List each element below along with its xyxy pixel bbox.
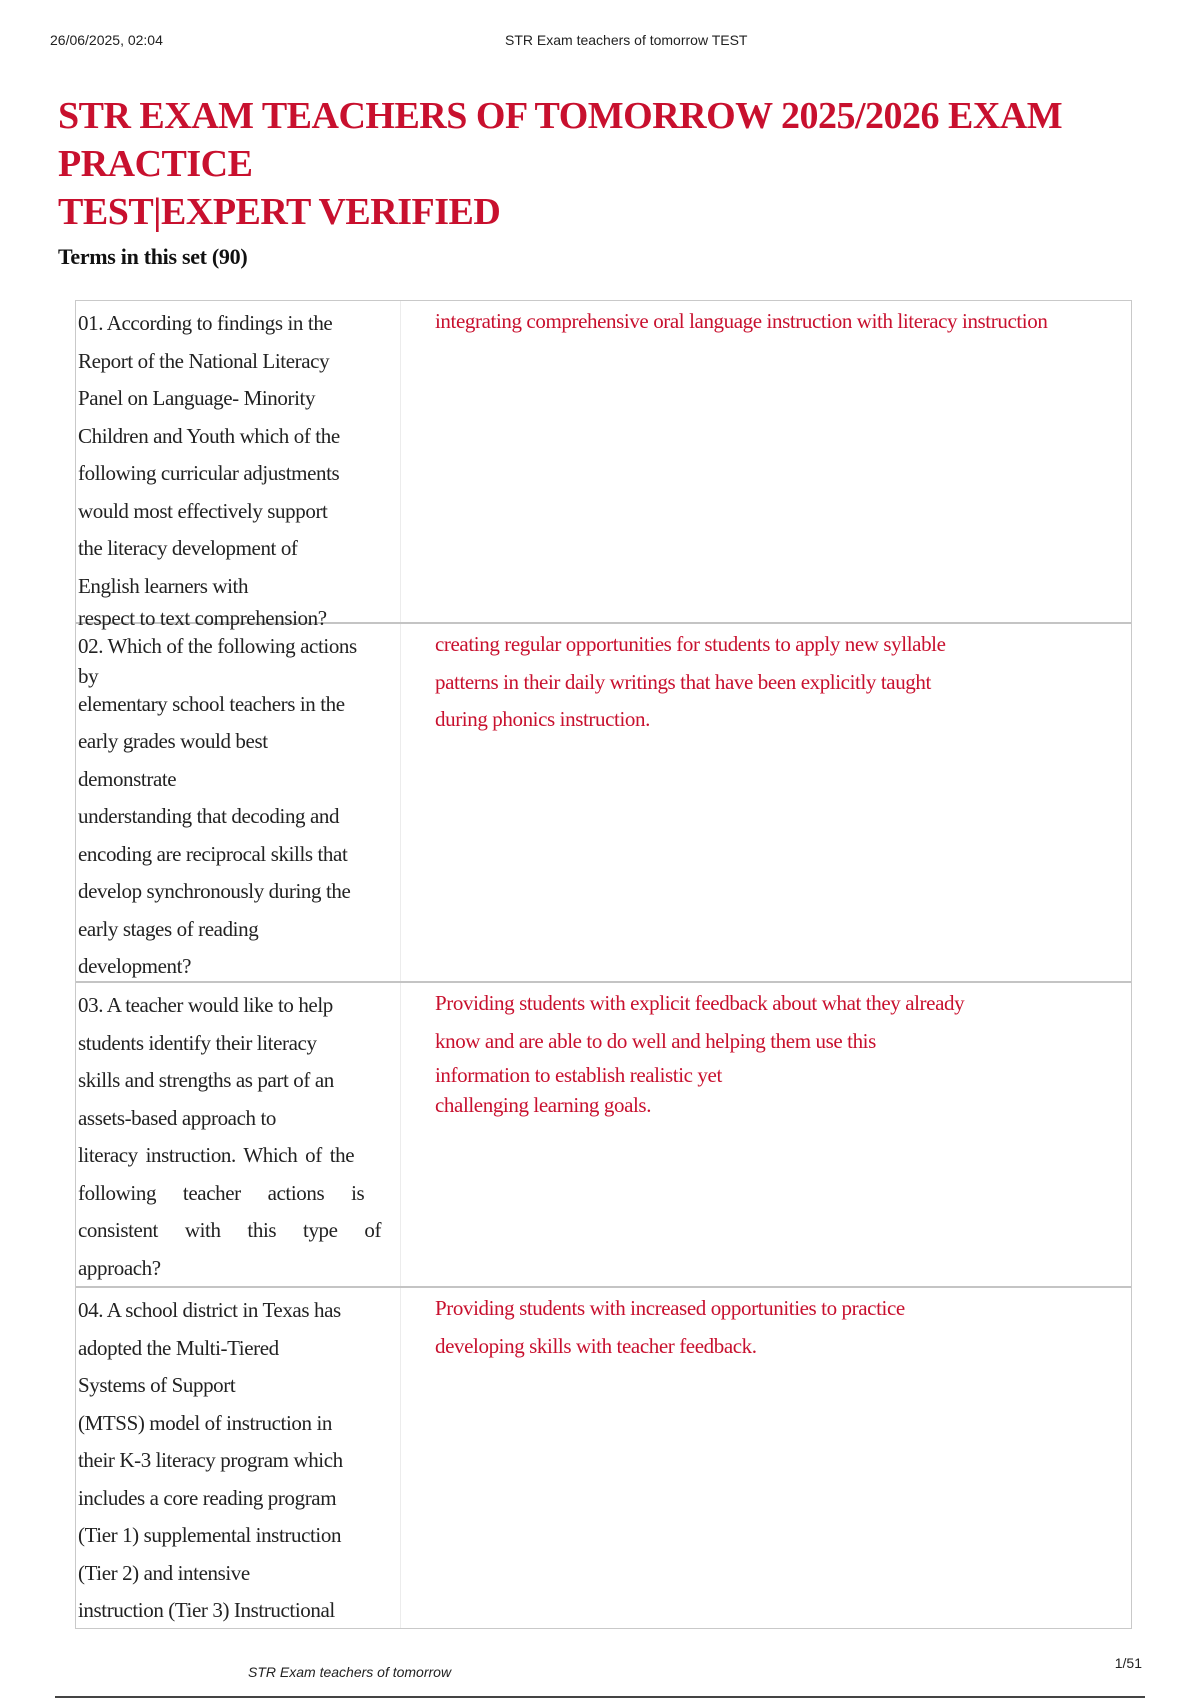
question-line: respect to text comprehension? [78,606,327,630]
answer-cell [401,624,1131,981]
answer-line: integrating comprehensive oral language instruction with literacy instruction [435,309,1048,333]
question-line: Report of the National Literacy [78,348,330,373]
answer-line: information to establish realistic yet [435,1063,722,1087]
answer-line: Providing students with increased opportunities to practice [435,1296,905,1320]
answer-line: know and are able to do well and helping them use this [435,1028,876,1053]
page-number: 1/51 [1114,1655,1142,1671]
flashcard-table [75,300,1132,1629]
answer-line: challenging learning goals. [435,1093,652,1117]
question-line: 04. A school district in Texas has [78,1298,341,1322]
question-line: consistent with this type of [78,1218,382,1242]
answer-line: patterns in their daily writings that have been explicitly taught [435,669,931,694]
question-line: their K-3 literacy program which [78,1448,343,1472]
answer-cell [401,301,1131,622]
question-line: assets-based approach to [78,1105,276,1130]
term-row [76,983,1131,1288]
term-row [76,624,1131,983]
question-line: (Tier 2) and intensive [78,1560,250,1585]
answer-cell [401,1288,1131,1628]
question-line: literacy instruction. Which of the [78,1143,355,1167]
question-line: following teacher actions is [78,1180,365,1205]
question-line: (MTSS) model of instruction in [78,1410,332,1435]
question-line: 01. According to findings in the [78,311,333,335]
question-line: encoding are reciprocal skills that [78,841,348,866]
question-line: includes a core reading program [78,1485,337,1510]
document-title [58,92,1138,236]
question-line: early stages of reading [78,916,259,941]
question-line: approach? [78,1255,161,1280]
question-line: skills and strengths as part of an [78,1068,334,1092]
footer-source-title: STR Exam teachers of tomorrow [248,1664,452,1680]
question-line: understanding that decoding and [78,804,340,828]
term-row [76,301,1131,630]
question-line: the literacy development of [78,536,298,560]
question-line: early grades would best [78,729,268,753]
question-line: adopted the Multi-Tiered [78,1335,279,1360]
question-cell [76,624,401,981]
answer-line: creating regular opportunities for students to apply new syllable [435,632,946,656]
terms-count-label: Terms in this set (90) [58,244,248,269]
question-line: develop synchronously during the [78,879,351,903]
answer-line: during phonics instruction. [435,707,650,731]
question-line: instruction (Tier 3) Instructional [78,1598,335,1622]
question-line: by [78,663,99,688]
question-line: following curricular adjustments [78,461,340,485]
question-cell [76,301,401,630]
question-line: English learners with [78,573,249,598]
question-line: students identify their literacy [78,1030,317,1055]
answer-line: developing skills with teacher feedback. [435,1333,757,1358]
question-line: 02. Which of the following actions [78,634,357,658]
question-line: Panel on Language- Minority [78,386,316,410]
question-cell [76,983,401,1286]
question-line: elementary school teachers in the [78,691,345,716]
term-row [76,1288,1131,1628]
question-line: 03. A teacher would like to help [78,993,333,1017]
question-line: development? [78,954,191,978]
answer-cell [401,983,1131,1286]
footer-divider [55,1696,1145,1698]
answer-line: Providing students with explicit feedback about what they already [435,991,965,1015]
document-title-line-1: STR EXAM TEACHERS OF TOMORROW 2025/2026 EXAM PRACTICE [58,95,1063,185]
question-line: Systems of Support [78,1373,236,1397]
print-datetime: 26/06/2025, 02:04 [50,32,163,48]
question-line: would most effectively support [78,498,328,523]
question-line: Children and Youth which of the [78,423,340,448]
question-line: (Tier 1) supplemental instruction [78,1523,342,1547]
question-cell [76,1288,401,1628]
print-page-title: STR Exam teachers of tomorrow TEST [505,32,748,48]
document-title-line-2: TEST|EXPERT VERIFIED [58,191,501,233]
question-line: demonstrate [78,766,177,791]
